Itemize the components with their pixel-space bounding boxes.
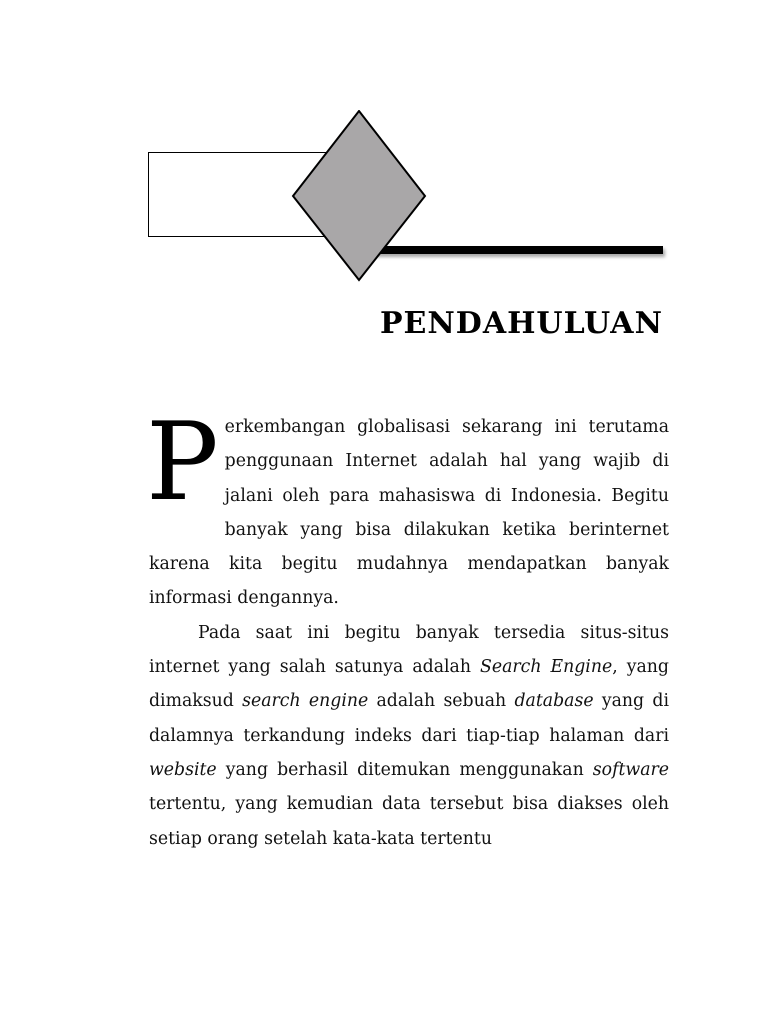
term-search-engine: Search Engine — [480, 657, 613, 678]
paragraph-2-text: adalah sebuah — [368, 691, 515, 712]
diamond-shape — [293, 111, 425, 280]
term-search-engine-lower: search engine — [242, 691, 369, 712]
drop-cap: P — [146, 400, 219, 525]
paragraph-2 — [149, 616, 669, 856]
chapter-diamond-ornament — [291, 110, 427, 282]
paragraph-2-text: yang di dalamnya terkandung indeks dari tiap-tiap halaman dari — [149, 691, 670, 746]
paragraph-2-text: , yang dimaksud — [149, 657, 669, 712]
body-text — [146, 400, 670, 856]
term-database: database — [514, 691, 594, 712]
paragraph-2-text: Pada saat ini begitu banyak tersedia situs-situs internet yang salah satunya adalah — [149, 622, 669, 678]
term-website: website — [149, 759, 217, 780]
chapter-title: PENDAHULUAN — [379, 306, 663, 341]
paragraph-1 — [146, 400, 669, 616]
term-software: software — [592, 759, 669, 780]
paragraph-2-text: tertentu, yang kemudian data tersebut bisa diakses oleh setiap orang setelah kata-kata tertentu — [149, 794, 669, 849]
paragraph-2-text: yang berhasil ditemukan menggunakan — [216, 759, 593, 780]
paragraph-1-text: erkembangan globalisasi sekarang ini terutama penggunaan Internet adalah hal yang wajib di jalani oleh para mahasiswa di Indonesia. Begitu banyak yang bisa dilakukan ketika berinternet karena kita begitu mudahnya mendapatkan banyak informasi dengannya. — [149, 417, 669, 609]
